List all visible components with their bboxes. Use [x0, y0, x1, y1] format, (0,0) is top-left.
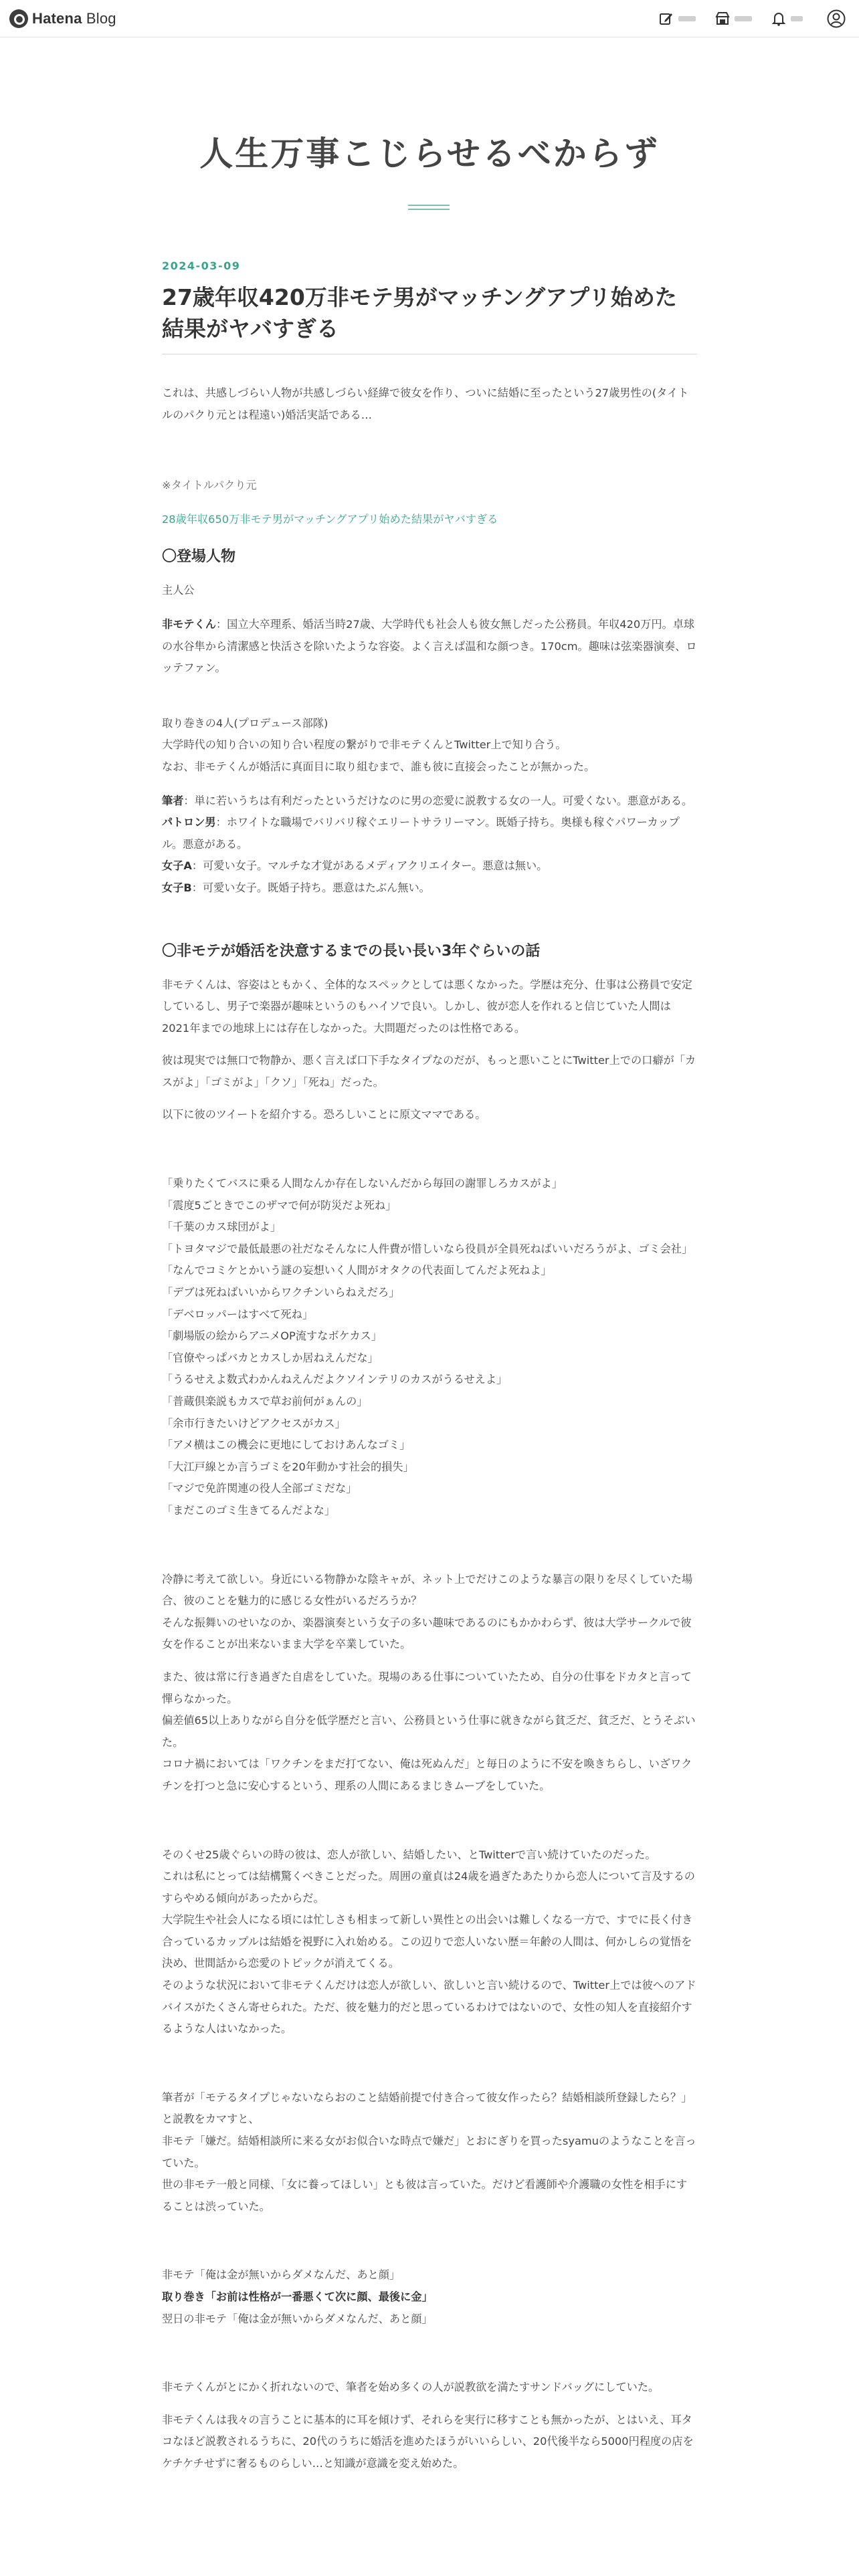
closing-paragraph-1: 非モテくんがとにかく折れないので、筆者を始め多くの人が説教欲を満たすサンドバッグにしていた。 — [162, 2381, 660, 2394]
character-description: ：単に若いうちは有利だったというだけなのに男の恋愛に説教する女の一人。可愛くない。悪意がある。 — [183, 794, 693, 807]
tweet-quote: 「まだこのゴミ生きてるんだよな」 — [162, 1503, 335, 1517]
notifications-label-placeholder — [791, 16, 803, 21]
analysis-paragraph-4: 偏差値65以上ありながら自分を低学歴だと言い、公務員という仕事に就きながら貧乏だ、貧乏だ、とうそぶいた。 — [162, 1714, 696, 1749]
marriage-wish-paragraph-3: 大学院生や社会人になる頃には忙しさも相まって新しい異性との出会いは難しくなる一方で、すでに長く付き合っているカップルは結婚を視野に入れ始める。この辺りで恋人いない歴＝年齢の人間は、何かしらの覚悟を決め、世間話から恋愛のトピックが消えてくる。 — [162, 1913, 693, 1970]
analysis-paragraph-3: また、彼は常に行き過ぎた自虐をしていた。現場のある仕事についていたため、自分の仕事をドカタと言って憚らなかった。 — [162, 1670, 692, 1705]
section-heading-backstory: 〇非モテが婚活を決意するまでの長い長い3年ぐらいの話 — [162, 942, 541, 960]
supporting-intro-3: なお、非モテくんが婚活に真面目に取り組むまで、誰も彼に直接会ったことが無かった。 — [162, 760, 595, 773]
advice-paragraph-3: 世の非モテ一般と同様、「女に養ってほしい」とも彼は言っていた。だけど看護師や介護職の女性を相手にすることは渋っていた。 — [162, 2178, 688, 2213]
tweet-quote: 「トヨタマジで最低最悪の社だなそんなに人件費が惜しいなら役員が全員死ねばいいだろうがよ、ゴミ会社」 — [162, 1242, 693, 1255]
protagonist-text: ：国立大卒理系、婚活当時27歳、大学時代も社会人も彼女無しだった公務員。年収420万円。卓球の水谷隼から清潔感と快活さを除いたような容姿。よく言えば温和な顔つき。170cm。趣味は弦楽器演奏、ロッテファン。 — [162, 617, 697, 675]
tweet-quote-list — [162, 1173, 697, 1522]
backstory-paragraph-2: 彼は現実では無口で物静か、悪く言えば口下手なタイプなのだが、もっと悪いことにTwitter上での口癖が「カスがよ」「ゴミがよ」「クソ」「死ね」だった。 — [162, 1054, 696, 1089]
dialogue-line-1: 非モテ「俺は金が無いからダメなんだ、あと顔」 — [162, 2268, 401, 2282]
tweet-quote: 「アメ横はこの機会に更地にしておけあんなゴミ」 — [162, 1438, 411, 1452]
analysis-paragraph-2: そんな振舞いのせいなのか、楽器演奏という女子の多い趣味であるのにもかかわらず、彼は大学サークルで彼女を作ることが出来ないまま大学を卒業していた。 — [162, 1616, 692, 1651]
character-name: 女子B — [162, 881, 192, 894]
character-item — [162, 812, 697, 855]
brand-name: Hatena Blog — [32, 10, 116, 27]
tweet-quote: 「なんでコミケとかいう謎の妄想いく人間がオタクの代表面してんだよ死ねよ」 — [162, 1264, 552, 1277]
protagonist-label: 主人公 — [162, 584, 195, 597]
my-blogs-label-placeholder — [735, 16, 752, 21]
analysis-paragraph-1: 冷静に考えて欲しい。身近にいる物静かな陰キャが、ネット上でだけこのような暴言の限りを尽くしていた場合、彼のことを魅力的に感じる女性がいるだろうか？ — [162, 1572, 693, 1608]
supporting-intro-1: 取り巻きの4人(プロデュース部隊) — [162, 716, 328, 730]
user-icon[interactable] — [827, 9, 846, 28]
character-description: ：可愛い女子。マルチな才覚があるメディアクリエイター。悪意は無い。 — [191, 859, 548, 873]
intro-paragraph: これは、共感しづらい人物が共感しづらい経緯で彼女を作り、ついに結婚に至ったという27歳男性の(タイトルのパクり元とは程遠い)婚活実話である… — [162, 387, 689, 421]
tweet-quote: 「普蔵倶楽説もカスで草お前何がぁんの」 — [162, 1395, 368, 1408]
entry-date[interactable]: 2024-03-09 — [162, 259, 241, 272]
protagonist-description — [162, 614, 697, 679]
tweet-quote: 「デブは死ねばいいからワクチンいらねえだろ」 — [162, 1286, 400, 1299]
tweet-quote: 「官僚やっぱバカとカスしか居ねえんだな」 — [162, 1351, 379, 1364]
protagonist-name: 非モテくん — [162, 617, 216, 631]
tweet-quote: 「震度5ごときでこのザマで何が防災だよ死ね」 — [162, 1198, 397, 1212]
entry-title[interactable]: 27歳年収420万非モテ男がマッチングアプリ始めた結果がヤバすぎる — [162, 284, 677, 342]
blogs-icon — [714, 11, 731, 27]
section-heading-characters: 〇登場人物 — [162, 548, 236, 566]
character-description: ：ホワイトな職場でバリバリ稼ぐエリートサラリーマン。既婚子持ち。奥様も稼ぐパワーカップル。悪意がある。 — [162, 816, 680, 851]
character-item — [162, 855, 697, 877]
hatena-blog-logo[interactable] — [9, 8, 116, 29]
blog-title-divider — [408, 205, 450, 213]
edit-icon — [658, 11, 674, 27]
backstory-paragraph-3: 以下に彼のツイートを紹介する。恐ろしいことに原文ママである。 — [162, 1108, 486, 1121]
tweet-quote: 「劇場版の絵からアニメOP流すなボケカス」 — [162, 1329, 382, 1343]
closing-paragraph-2: 非モテくんは我々の言うことに基本的に耳を傾けず、それらを実行に移すことも無かったが、とはいえ、耳タコなほど説教されるうちに、20代のうちに婚活を進めたほうがいいらしい、20代後半なら5000円程度の店をケチケチせずに奢るものらしい…と知識が意識を変え始めた。 — [162, 2413, 694, 2470]
hatena-logo-icon — [9, 9, 28, 28]
top-navigation-bar — [0, 0, 859, 37]
backstory-paragraph-1: 非モテくんは、容姿はともかく、全体的なスペックとしては悪くなかった。学歴は充分、仕事は公務員で安定しているし、男子で楽器が趣味というのもハイソで良い。しかし、彼が恋人を作れると信じていた人間は2021年までの地球上には存在しなかった。大問題だったのは性格である。 — [162, 978, 692, 1035]
marriage-wish-paragraph-4: そのような状況において非モテくんだけは恋人が欲しい、欲しいと言い続けるので、Twitter上では彼へのアドバイスがたくさん寄せられた。ただ、彼を魅力的だと思っているわけではないので、女性の知人を直接紹介するような人はいなかった。 — [162, 1979, 696, 2036]
my-blogs-button[interactable] — [714, 11, 752, 27]
top-actions — [640, 9, 846, 28]
character-name: 筆者 — [162, 794, 184, 807]
character-name: パトロン男 — [162, 816, 216, 829]
character-item — [162, 790, 697, 813]
analysis-paragraph-5: コロナ禍においては「ワクチンをまだ打てない、俺は死ぬんだ」と毎日のように不安を喚きちらし、いざワクチンを打つと急に安心するという、理系の人間にあるまじきムーブをしていた。 — [162, 1757, 692, 1792]
tweet-quote: 「乗りたくてバスに乗る人間なんか存在しないんだから毎回の謝罪しろカスがよ」 — [162, 1177, 563, 1190]
parody-note: ※タイトルパクり元 — [162, 479, 257, 492]
character-description: ：可愛い女子。既婚子持ち。悪意はたぶん無い。 — [191, 881, 430, 894]
dialogue-line-2: 取り巻き「お前は性格が一番悪くて次に顔、最後に金」 — [162, 2290, 433, 2303]
character-item — [162, 877, 697, 899]
entry-content — [162, 383, 697, 2475]
character-name: 女子A — [162, 859, 192, 873]
write-entry-label-placeholder — [678, 16, 696, 21]
marriage-wish-paragraph-2: これは私にとっては結構驚くべきことだった。周囲の童貞は24歳を過ぎたあたりから恋人について言及するのすらやめる傾向があったからだ。 — [162, 1870, 695, 1905]
bell-icon — [771, 11, 787, 27]
tweet-quote: 「余市行きたいけどアクセスがカス」 — [162, 1416, 346, 1430]
advice-paragraph-1: 筆者が「モテるタイプじゃないならおのこと結婚前提で付き合って彼女作ったら？結婚相談所登録したら？」と説教をカマすと、 — [162, 2090, 692, 2126]
supporting-intro-2: 大学時代の知り合いの知り合い程度の繋がりで非モテくんとTwitter上で知り合う。 — [162, 738, 567, 752]
blog-title[interactable]: 人生万事こじらせるべからず — [199, 134, 660, 173]
tweet-quote: 「うるせえよ数式わかんねえんだよクソインテリのカスがうるせえよ」 — [162, 1373, 508, 1386]
tweet-quote: 「マジで免許関連の役人全部ゴミだな」 — [162, 1482, 357, 1495]
marriage-wish-paragraph-1: そのくせ25歳ぐらいの時の彼は、恋人が欲しい、結婚したい、とTwitterで言い続けていたのだった。 — [162, 1848, 656, 1861]
tweet-quote: 「千葉のカス球団がよ」 — [162, 1220, 282, 1234]
entry-article — [162, 259, 697, 2475]
advice-paragraph-2: 非モテ「嫌だ。結婚相談所に来る女がお似合いな時点で嫌だ」とおにぎりを買ったsyamuのようなことを言っていた。 — [162, 2135, 696, 2169]
tweet-quote: 「大江戸線とか言うゴミを20年動かす社会的損失」 — [162, 1460, 414, 1473]
write-entry-button[interactable] — [658, 11, 696, 27]
supporting-characters-list — [162, 790, 697, 899]
tweet-quote: 「デベロッパーはすべて死ね」 — [162, 1307, 313, 1321]
parody-link[interactable]: 28歳年収650万非モテ男がマッチングアプリ始めた結果がヤバすぎる — [162, 512, 498, 526]
notifications-button[interactable] — [771, 11, 803, 27]
dialogue-line-3: 翌日の非モテ「俺は金が無いからダメなんだ、あと顔」 — [162, 2312, 433, 2325]
